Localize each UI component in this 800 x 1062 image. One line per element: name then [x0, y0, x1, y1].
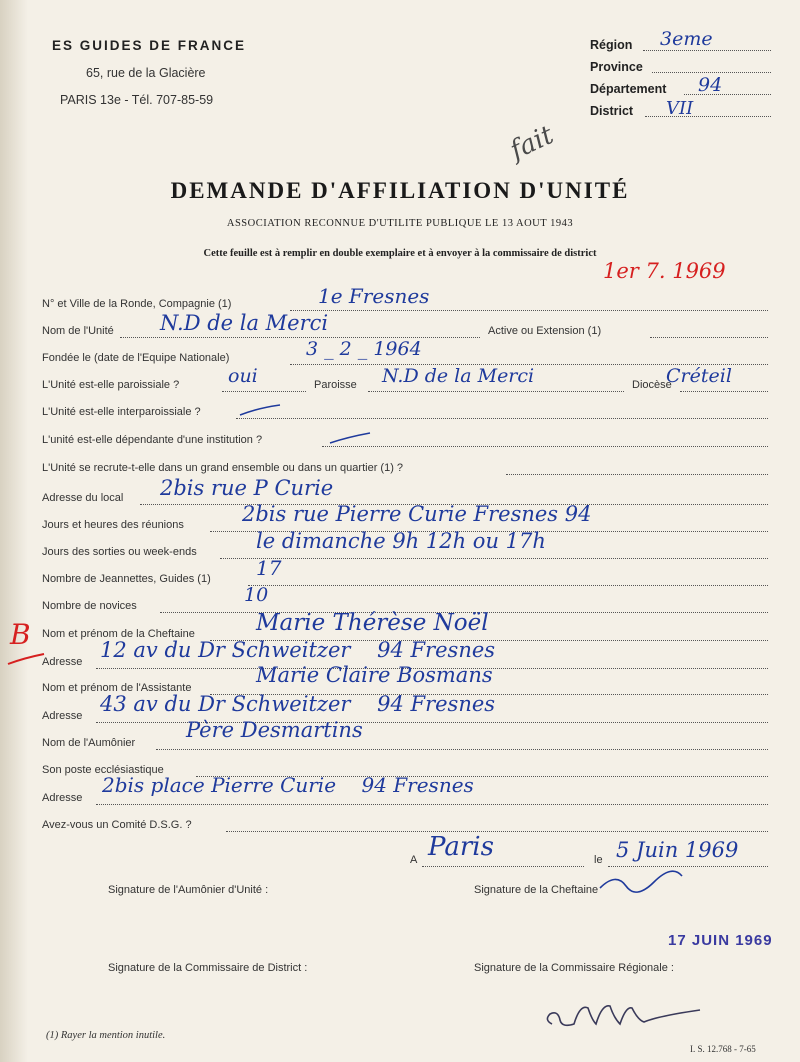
commissaire-regionale-signature — [540, 994, 710, 1038]
sig-commissaire-district-label: Signature de la Commissaire de District : — [108, 962, 308, 974]
recrute-line — [506, 474, 768, 475]
a-value: Paris — [428, 832, 494, 862]
paroissiale-label: L'Unité est-elle paroissiale ? — [42, 379, 180, 391]
sig-cheftaine-label: Signature de la Cheftaine — [474, 884, 599, 896]
adresse3-line — [96, 804, 768, 805]
assistante-label: Nom et prénom de l'Assistante — [42, 682, 192, 694]
jours-reunions-value: 2bis rue Pierre Curie Fresnes 94 — [242, 502, 592, 526]
jours-reunions-label: Jours et heures des réunions — [42, 519, 184, 531]
active-label: Active ou Extension (1) — [488, 325, 602, 337]
institution-label: L'unité est-elle dépendante d'une institution ? — [42, 434, 263, 446]
handwritten-note: fait — [505, 120, 559, 166]
adresse1-label: Adresse — [42, 656, 83, 668]
cheftaine-label: Nom et prénom de la Cheftaine — [42, 628, 195, 640]
interparoissiale-line — [236, 418, 768, 419]
received-stamp: 17 JUIN 1969 — [668, 932, 773, 949]
aumonier-value: Père Desmartins — [186, 718, 363, 742]
ronde-label: N° et Ville de la Ronde, Compagnie (1) — [42, 298, 232, 310]
cheftaine-value: Marie Thérèse Noël — [256, 610, 489, 636]
footnote: (1) Rayer la mention inutile. — [46, 1030, 166, 1041]
fondee-value: 3 _ 2 _ 1964 — [306, 338, 422, 360]
diocese-label: Diocèse — [632, 379, 672, 391]
adresse2-value: 43 av du Dr Schweitzer 94 Fresnes — [100, 692, 496, 716]
jeannettes-value: 17 — [256, 556, 282, 580]
district-value: VII — [666, 98, 694, 119]
comite-label: Avez-vous un Comité D.S.G. ? — [42, 819, 192, 831]
province-label: Province — [590, 60, 643, 74]
cheftaine-signature — [596, 868, 686, 898]
region-value: 3eme — [660, 28, 713, 50]
le-line — [608, 866, 768, 867]
district-line — [645, 116, 771, 117]
poste-label: Son poste ecclésiastique — [42, 764, 164, 776]
adresse-local-label: Adresse du local — [42, 492, 124, 504]
interparoissiale-label: L'Unité est-elle interparoissiale ? — [42, 406, 201, 418]
adresse3-value: 2bis place Pierre Curie 94 Fresnes — [102, 773, 474, 797]
le-value: 5 Juin 1969 — [616, 838, 739, 862]
unite-line — [120, 337, 480, 338]
ronde-line — [290, 310, 768, 311]
recrute-label: L'Unité se recrute-t-elle dans un grand ensemble ou dans un quartier (1) ? — [42, 462, 404, 474]
fondee-label: Fondée le (date de l'Equipe Nationale) — [42, 352, 230, 364]
a-line — [422, 866, 584, 867]
departement-label: Département — [590, 82, 667, 96]
sorties-label: Jours des sorties ou week-ends — [42, 546, 197, 558]
paroissiale-value: oui — [228, 365, 258, 387]
novices-label: Nombre de novices — [42, 600, 137, 612]
sig-commissaire-regionale-label: Signature de la Commissaire Régionale : — [474, 962, 674, 974]
cheftaine-underline-mark — [6, 652, 46, 668]
a-label: A — [410, 854, 418, 866]
adresse2-label: Adresse — [42, 710, 83, 722]
region-label: Région — [590, 38, 633, 52]
paroisse-line — [368, 391, 624, 392]
assistante-value: Marie Claire Bosmans — [256, 663, 493, 687]
jeannettes-line — [248, 585, 768, 586]
adresse1-value: 12 av du Dr Schweitzer 94 Fresnes — [100, 638, 496, 662]
form-reference: I. S. 12.768 - 7-65 — [690, 1044, 756, 1054]
district-label: District — [590, 104, 634, 118]
active-line — [650, 337, 768, 338]
cheftaine-mark: B — [10, 618, 31, 651]
jeannettes-label: Nombre de Jeannettes, Guides (1) — [42, 573, 211, 585]
institution-line — [322, 446, 768, 447]
sorties-line — [220, 558, 768, 559]
interparoissiale-dash-mark — [238, 402, 282, 418]
form-subtitle: ASSOCIATION RECONNUE D'UTILITE PUBLIQUE LE 13 AOUT 1943 — [226, 218, 574, 229]
paroissiale-line — [222, 391, 306, 392]
red-date: 1er 7. 1969 — [603, 259, 726, 283]
page-edge-shadow — [0, 0, 28, 1062]
adresse-local-value: 2bis rue P Curie — [160, 476, 334, 500]
sig-aumonier-label: Signature de l'Aumônier d'Unité : — [108, 884, 269, 896]
unite-value: N.D de la Merci — [160, 311, 329, 335]
novices-value: 10 — [244, 584, 269, 606]
ronde-value: 1e Fresnes — [318, 284, 430, 308]
adresse3-label: Adresse — [42, 792, 83, 804]
org-address: 65, rue de la Glacière — [86, 66, 206, 80]
form-instruction: Cette feuille est à remplir en double exemplaire et à envoyer à la commissaire de district — [203, 248, 597, 259]
diocese-line — [680, 391, 768, 392]
le-label: le — [594, 854, 603, 866]
aumonier-line — [156, 749, 768, 750]
province-line — [652, 72, 771, 73]
org-name: ES GUIDES DE FRANCE — [52, 38, 247, 53]
paroisse-label: Paroisse — [314, 379, 357, 391]
diocese-value: Créteil — [666, 365, 732, 387]
institution-dash-mark — [328, 430, 372, 446]
unite-label: Nom de l'Unité — [42, 325, 114, 337]
region-line — [643, 50, 771, 51]
departement-value: 94 — [698, 74, 723, 96]
paroisse-value: N.D de la Merci — [382, 365, 535, 387]
aumonier-label: Nom de l'Aumônier — [42, 737, 136, 749]
form-title: DEMANDE D'AFFILIATION D'UNITÉ — [170, 178, 630, 203]
comite-line — [226, 831, 768, 832]
org-city-phone: PARIS 13e - Tél. 707-85-59 — [60, 93, 214, 107]
sorties-value: le dimanche 9h 12h ou 17h — [256, 529, 546, 553]
